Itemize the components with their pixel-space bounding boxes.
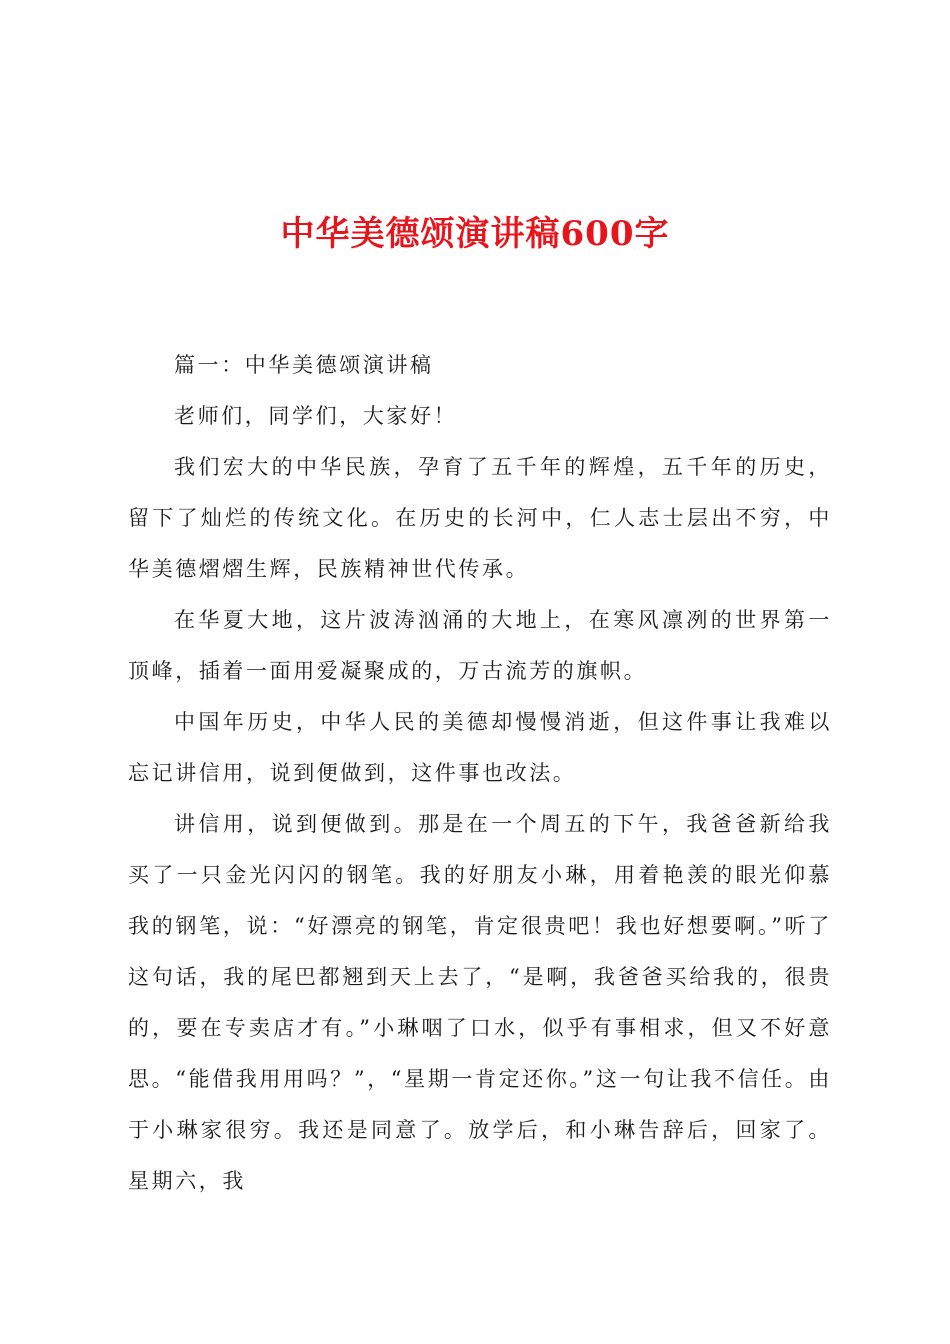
document-body — [128, 340, 832, 1207]
body-paragraph: 中国年历史，中华人民的美德却慢慢消逝，但这件事让我难以忘记讲信用，说到便做到，这件事也改法。 — [128, 710, 832, 785]
section-heading: 篇一：中华美德颂演讲稿 — [174, 353, 434, 377]
body-paragraph: 在华夏大地，这片波涛汹涌的大地上，在寒风凛冽的世界第一顶峰，插着一面用爱凝聚成的，万古流芳的旗帜。 — [128, 608, 832, 683]
document-title: 中华美德颂演讲稿600字 — [280, 214, 670, 254]
greeting-paragraph: 老师们，同学们，大家好！ — [174, 404, 458, 428]
body-paragraph: 我们宏大的中华民族，孕育了五千年的辉煌，五千年的历史，留下了灿烂的传统文化。在历史的长河中，仁人志士层出不穷，中华美德熠熠生辉，民族精神世代传承。 — [128, 455, 832, 581]
body-paragraph: 讲信用，说到便做到。那是在一个周五的下午，我爸爸新给我买了一只金光闪闪的钢笔。我的好朋友小琳，用着艳羡的眼光仰慕我的钢笔，说：“好漂亮的钢笔，肯定很贵吧！我也好想要啊。”听了这句话，我的尾巴都翘到天上去了，“是啊，我爸爸买给我的，很贵的，要在专卖店才有。”小琳咽了口水，似乎有事相求，但又不好意思。“能借我用用吗？”，“星期一肯定还你。”这一句让我不信任。由于小琳家很穷。我还是同意了。放学后，和小琳告辞后，回家了。星期六，我 — [128, 812, 832, 1193]
